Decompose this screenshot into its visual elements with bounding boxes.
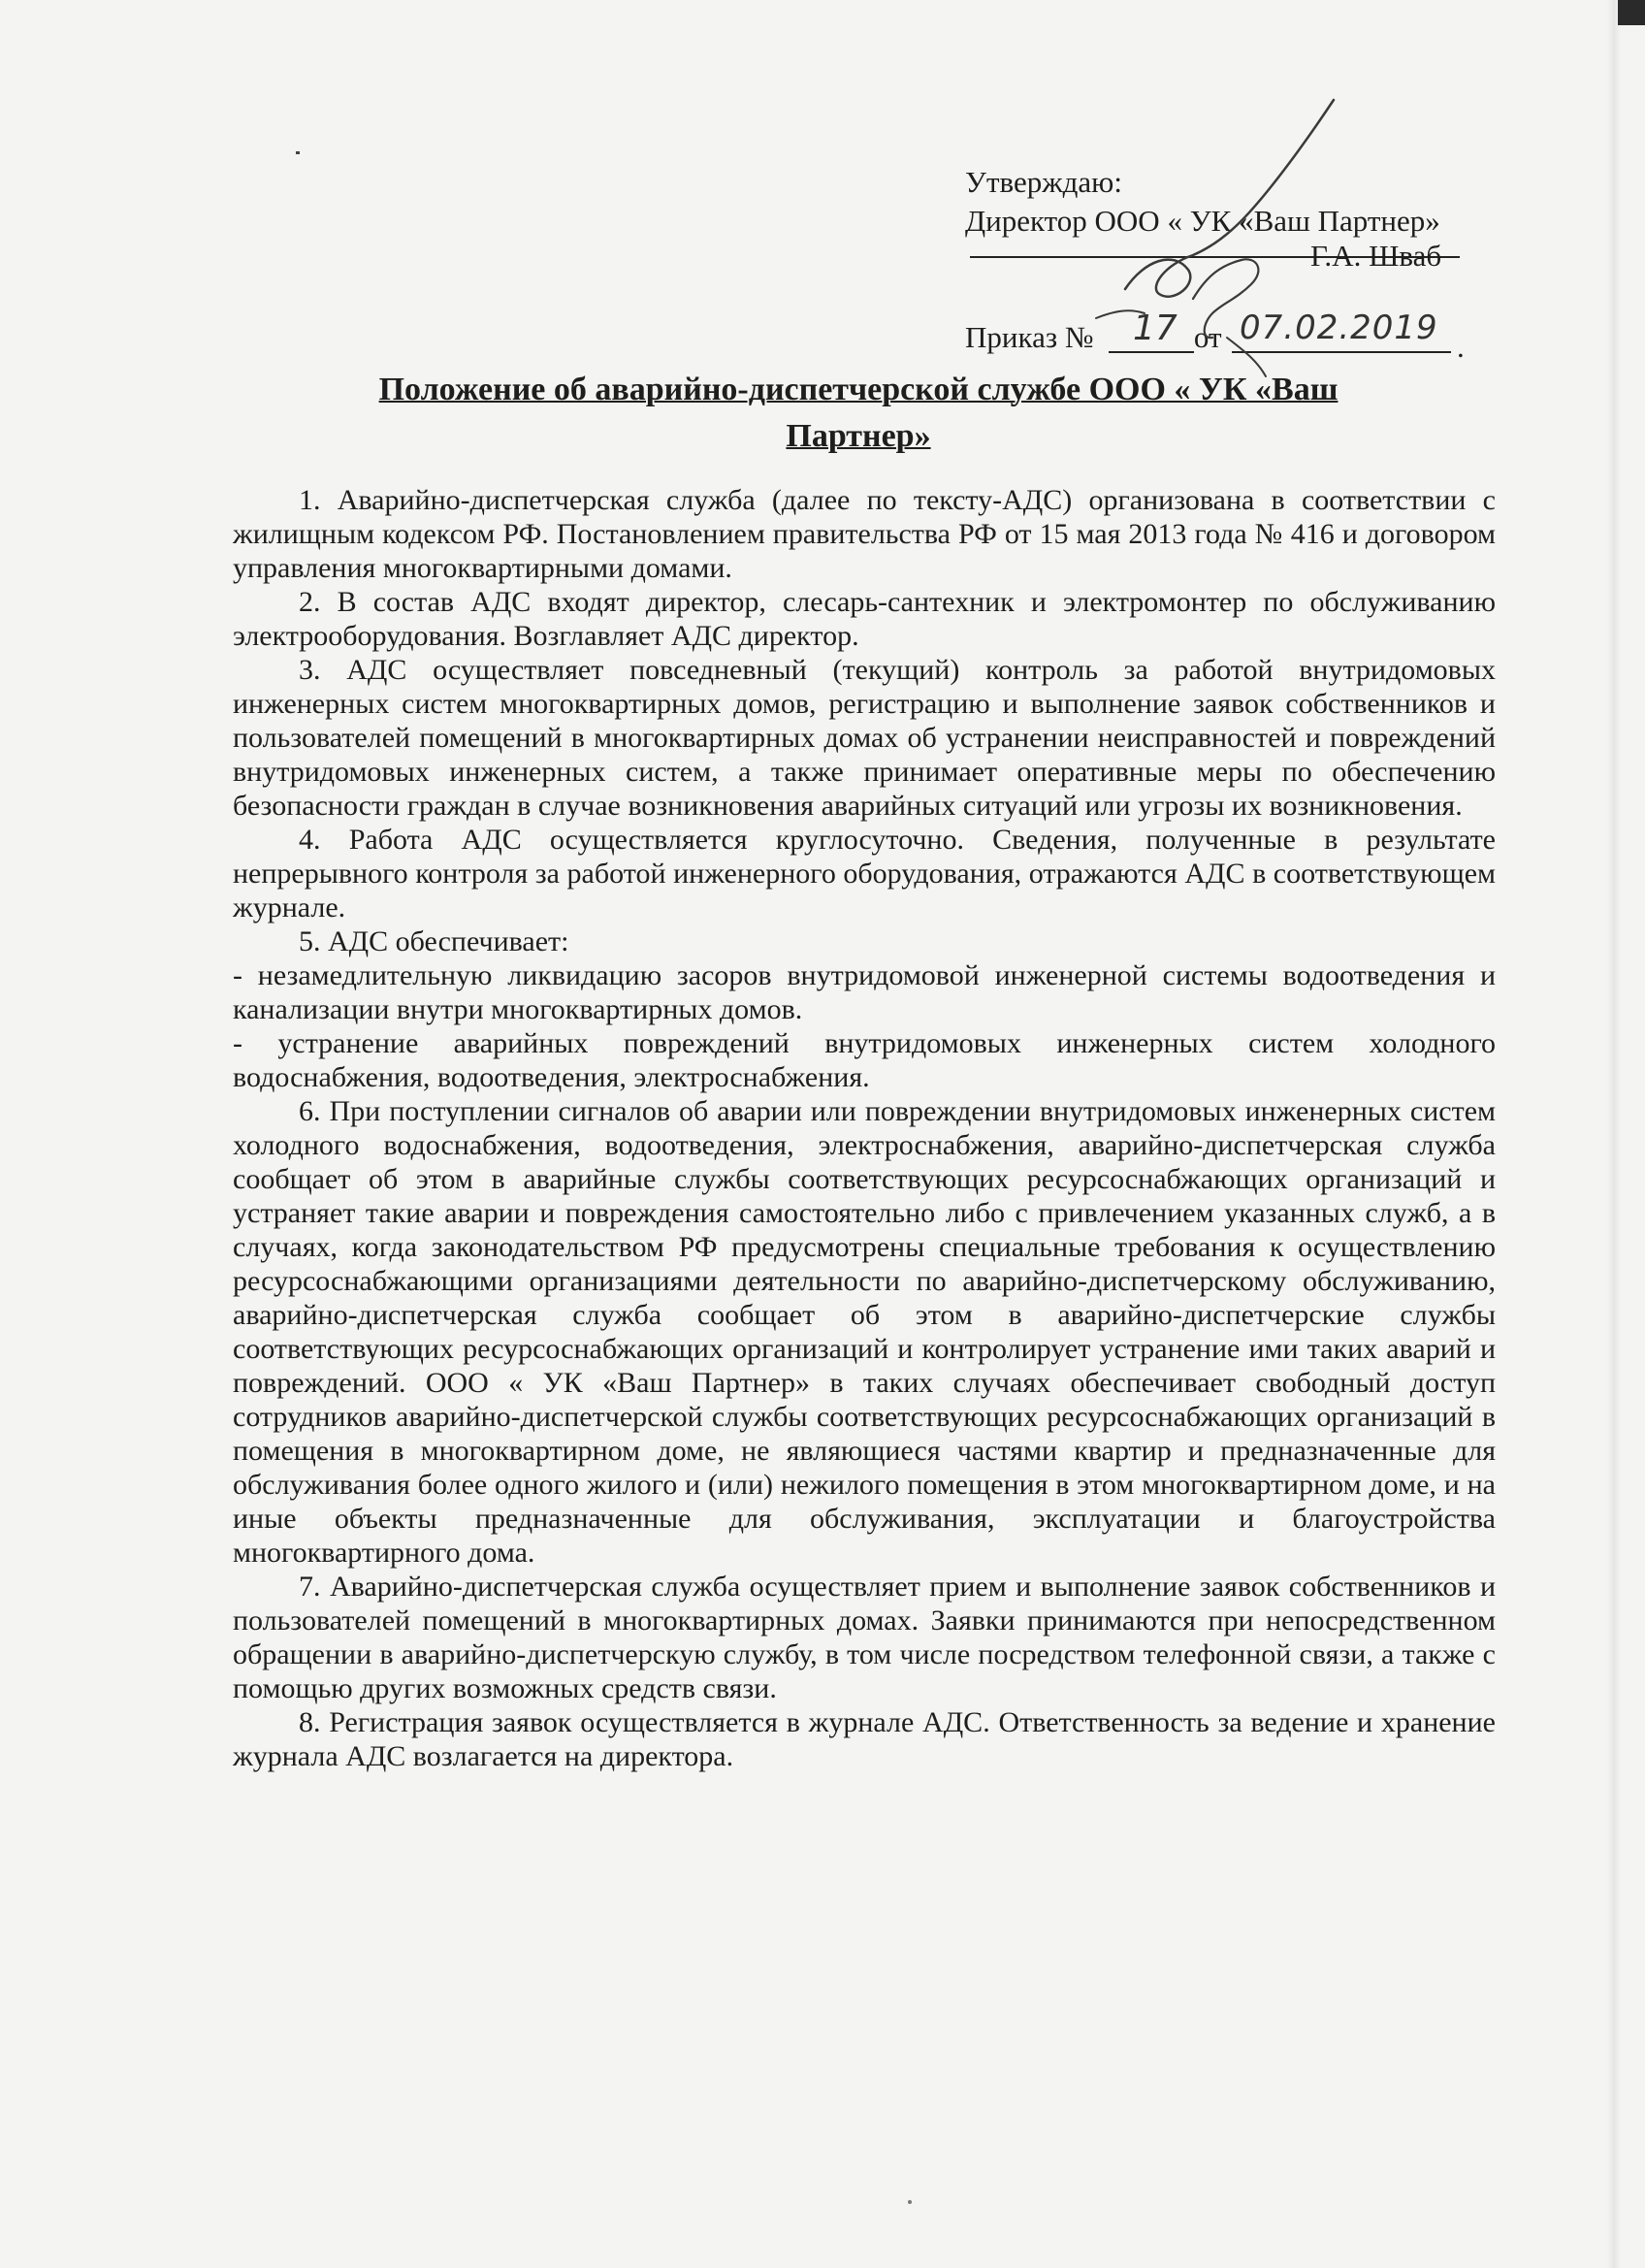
handwritten-signature: [1057, 95, 1377, 386]
scan-edge-shadow: [1607, 0, 1621, 2268]
title-line-1: Положение об аварийно-диспетчерской службе ООО « УК «Ваш: [378, 372, 1339, 407]
order-prefix-text: Приказ №: [965, 320, 1094, 354]
paragraph-6: 6. При поступлении сигналов об аварии или повреждении внутридомовых инженерных систем холодного водоснабжения, водоотведения, электроснабжения, аварийно-диспетчерская служба сообщает об этом в аварийные службы соответствующих ресурсоснабжающих организаций и устраняет такие аварии и повреждения самостоятельно либо с привлечением указанных служб, а в случаях, когда законодательством РФ предусмотрены специальные требования к осуществлению ресурсоснабжающими организациями деятельности по аварийно-диспетчерскому обслуживанию, аварийно-диспетчерская служба сообщает об этом в аварийно-диспетчерские службы соответствующих ресурсоснабжающих организаций и контролирует устранение ими таких аварий и повреждений. ООО « УК «Ваш Партнер» в таких случаях обеспечивает свободный доступ сотрудников аварийно-диспетчерской службы соответствующих ресурсоснабжающих организаций в помещения в многоквартирном доме, не являющиеся частями квартир и предназначенные для обслуживания более одного жилого и (или) нежилого помещения в этом многоквартирном доме, и на иные объекты предназначенные для обслуживания, эксплуатации и благоустройства многоквартирного дома.: [233, 1095, 1496, 1569]
paragraph-2: 2. В состав АДС входят директор, слесарь-сантехник и электромонтер по обслуживанию электрооборудования. Возглавляет АДС директор.: [233, 586, 1496, 652]
paragraph-5: 5. АДС обеспечивает:: [299, 925, 569, 957]
document-body: [233, 483, 1496, 1773]
approval-label: Утверждаю:: [965, 165, 1122, 199]
order-from-text: от: [1193, 320, 1222, 354]
approval-position: Директор ООО « УК «Ваш Партнер»: [965, 204, 1440, 238]
paragraph-3: 3. АДС осуществляет повседневный (текущий) контроль за работой внутридомовых инженерных систем многоквартирных домов, регистрацию и выполнение заявок собственников и пользователей помещений в многоквартирных домах об устранении неисправностей и повреждений внутридомовых инженерных систем, а также принимает оперативные меры по обеспечению безопасности граждан в случае возникновения аварийных ситуаций или угрозы их возникновения.: [233, 654, 1496, 822]
scan-speck-bottom: [908, 2200, 912, 2204]
order-date-handwritten: 07.02.2019: [1240, 308, 1438, 347]
paragraph-8: 8. Регистрация заявок осуществляется в журнале АДС. Ответственность за ведение и хранение журнала АДС возлагается на директора.: [233, 1706, 1496, 1772]
title-line-2: Партнер»: [786, 418, 931, 454]
scan-corner-mark: [1618, 0, 1645, 25]
director-name: Г.А. Шваб: [1310, 239, 1442, 273]
order-end-dot: .: [1457, 330, 1465, 364]
list-item-1: - незамедлительную ликвидацию засоров внутридомовой инженерной системы водоотведения и канализации внутри многоквартирных домов.: [233, 959, 1496, 1025]
scan-speck: [296, 151, 300, 154]
paragraph-1: 1. Аварийно-диспетчерская служба (далее по тексту-АДС) организована в соответствии с жилищным кодексом РФ. Постановлением правительства РФ от 15 мая 2013 года № 416 и договором управления многоквартирными домами.: [233, 484, 1496, 584]
paragraph-7: 7. Аварийно-диспетчерская служба осуществляет прием и выполнение заявок собственников и пользователей помещений в многоквартирных домах. Заявки принимаются при непосредственном обращении в аварийно-диспетчерскую службу, в том числе посредством телефонной связи, а также с помощью других возможных средств связи.: [233, 1571, 1496, 1704]
document-title: [242, 367, 1474, 460]
paragraph-4: 4. Работа АДС осуществляется круглосуточно. Сведения, полученные в результате непрерывного контроля за работой инженерного оборудования, отражаются АДС в соответствующем журнале.: [233, 824, 1496, 923]
order-number-handwritten: 17: [1133, 308, 1177, 348]
list-item-2: - устранение аварийных повреждений внутридомовых инженерных систем холодного водоснабжения, водоотведения, электроснабжения.: [233, 1027, 1496, 1093]
